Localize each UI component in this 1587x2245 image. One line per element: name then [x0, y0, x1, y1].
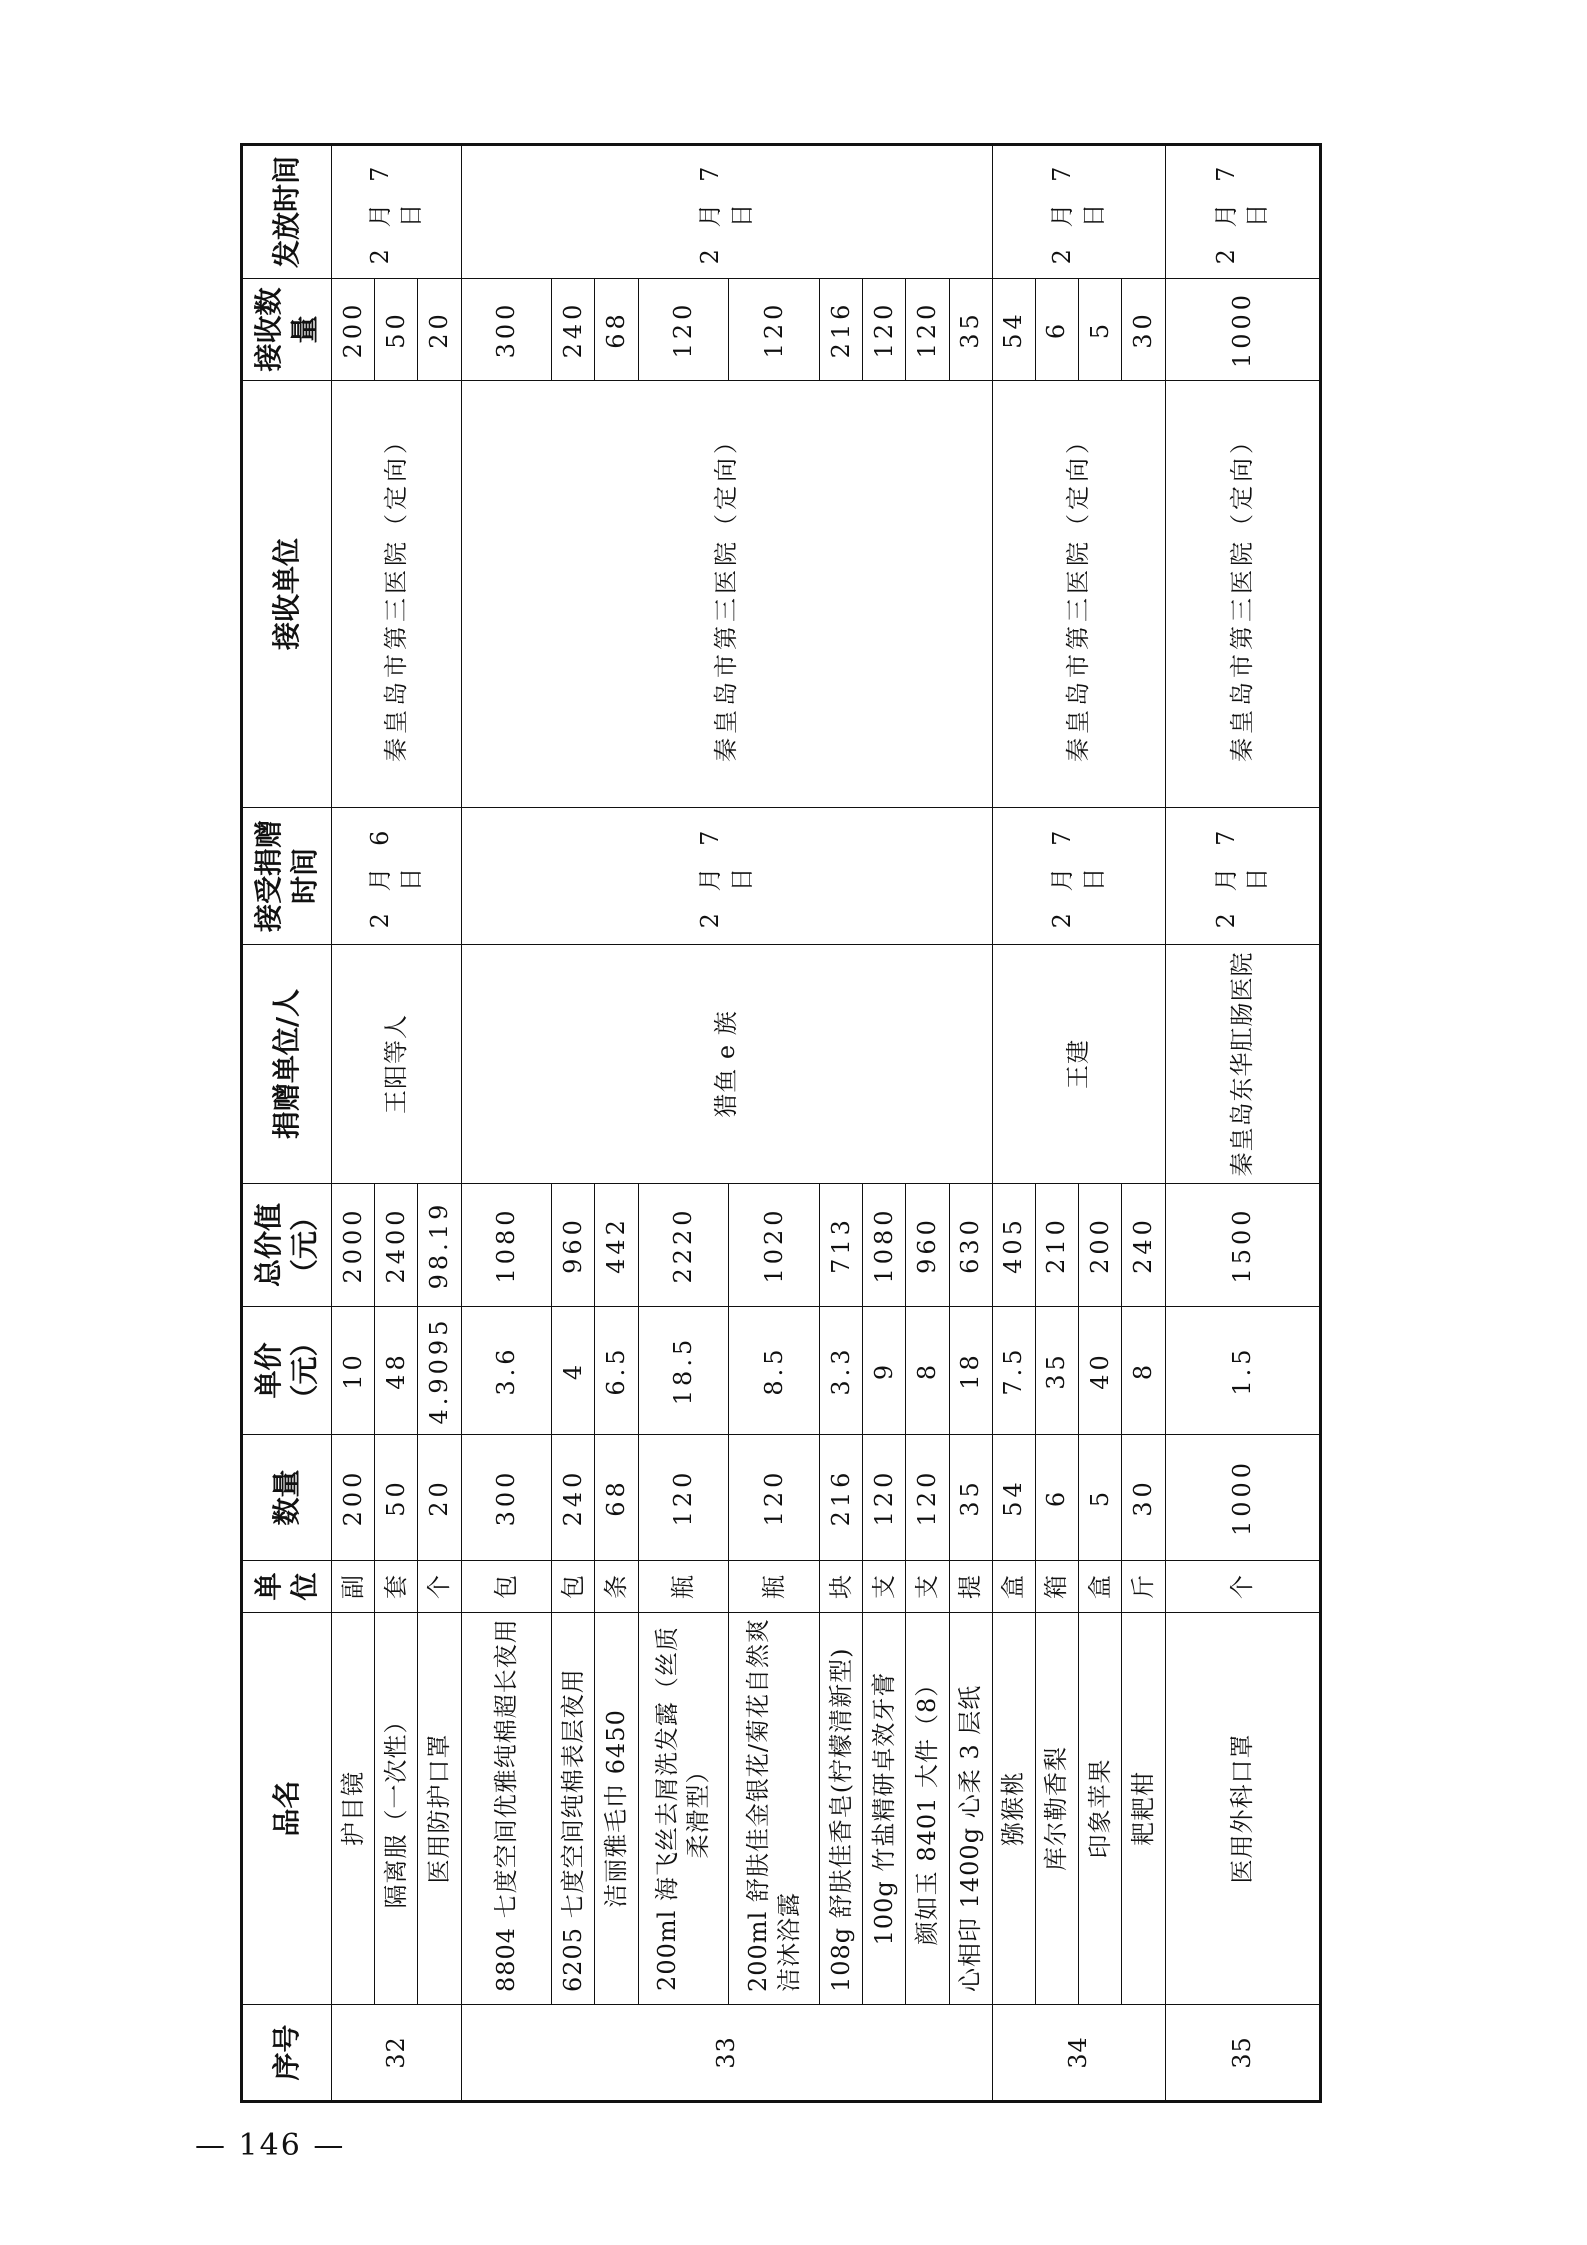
header-recv-unit: 接收单位	[242, 381, 332, 808]
header-recv-qty: 接收数量	[242, 279, 332, 381]
item-total: 405	[992, 1184, 1035, 1307]
item-price: 8	[906, 1307, 949, 1435]
date-cell: 2 月 7 日	[992, 808, 1165, 945]
item-total: 1080	[461, 1184, 552, 1307]
item-total: 1500	[1165, 1184, 1321, 1307]
table-row	[461, 145, 552, 2102]
item-qty: 120	[863, 1435, 906, 1561]
recv-qty: 120	[729, 279, 820, 381]
item-qty: 54	[992, 1435, 1035, 1561]
receiver-cell: 秦皇岛市第三医院（定向）	[1165, 381, 1321, 808]
item-total: 200	[1079, 1184, 1122, 1307]
recv-qty: 216	[820, 279, 863, 381]
header-name: 品名	[242, 1613, 332, 2005]
item-total: 2400	[375, 1184, 418, 1307]
item-unit: 个	[1165, 1561, 1321, 1613]
item-name: 6205 七度空间纯棉表层夜用	[552, 1613, 595, 2005]
item-name: 医用防护口罩	[418, 1613, 461, 2005]
header-total: 总价值（元）	[242, 1184, 332, 1307]
item-name: 印象苹果	[1079, 1613, 1122, 2005]
date-cell: 2 月 7 日	[461, 808, 992, 945]
item-price: 8	[1122, 1307, 1165, 1435]
item-qty: 240	[552, 1435, 595, 1561]
item-name: 洁丽雅毛巾 6450	[595, 1613, 638, 2005]
donor-cell: 王建	[992, 945, 1165, 1184]
date-cell: 2 月 6 日	[332, 808, 462, 945]
item-qty: 6	[1035, 1435, 1078, 1561]
item-qty: 35	[949, 1435, 992, 1561]
item-qty: 5	[1079, 1435, 1122, 1561]
item-price: 3.3	[820, 1307, 863, 1435]
item-total: 630	[949, 1184, 992, 1307]
item-name: 猕猴桃	[992, 1613, 1035, 2005]
item-unit: 盒	[1079, 1561, 1122, 1613]
issue-cell: 2 月 7 日	[332, 145, 462, 279]
item-qty: 120	[729, 1435, 820, 1561]
item-price: 1.5	[1165, 1307, 1321, 1435]
recv-qty: 30	[1122, 279, 1165, 381]
item-total: 98.19	[418, 1184, 461, 1307]
header-unit: 单位	[242, 1561, 332, 1613]
item-unit: 提	[949, 1561, 992, 1613]
item-name: 耙耙柑	[1122, 1613, 1165, 2005]
item-name: 200ml 舒肤佳金银花/菊花自然爽洁沐浴露	[729, 1613, 820, 2005]
item-qty: 50	[375, 1435, 418, 1561]
recv-qty: 1000	[1165, 279, 1321, 381]
item-unit: 条	[595, 1561, 638, 1613]
recv-qty: 68	[595, 279, 638, 381]
item-unit: 支	[863, 1561, 906, 1613]
item-unit: 副	[332, 1561, 375, 1613]
header-issue: 发放时间	[242, 145, 332, 279]
table-header-row	[242, 145, 332, 2102]
page-number: — 146 —	[195, 2128, 346, 2163]
item-qty: 216	[820, 1435, 863, 1561]
donation-table	[240, 143, 1322, 2103]
item-total: 240	[1122, 1184, 1165, 1307]
seq-cell: 32	[332, 2005, 462, 2102]
item-total: 1020	[729, 1184, 820, 1307]
issue-cell: 2 月 7 日	[992, 145, 1165, 279]
recv-qty: 6	[1035, 279, 1078, 381]
item-total: 442	[595, 1184, 638, 1307]
item-price: 8.5	[729, 1307, 820, 1435]
item-total: 960	[906, 1184, 949, 1307]
item-price: 10	[332, 1307, 375, 1435]
recv-qty: 54	[992, 279, 1035, 381]
item-name: 108g 舒肤佳香皂(柠檬清新型)	[820, 1613, 863, 2005]
item-unit: 支	[906, 1561, 949, 1613]
item-name: 医用外科口罩	[1165, 1613, 1321, 2005]
item-price: 18	[949, 1307, 992, 1435]
item-price: 48	[375, 1307, 418, 1435]
seq-cell: 34	[992, 2005, 1165, 2102]
item-total: 713	[820, 1184, 863, 1307]
recv-qty: 200	[332, 279, 375, 381]
item-price: 4.9095	[418, 1307, 461, 1435]
item-unit: 包	[461, 1561, 552, 1613]
item-total: 1080	[863, 1184, 906, 1307]
item-name: 颜如玉 8401 大件（8）	[906, 1613, 949, 2005]
item-unit: 箱	[1035, 1561, 1078, 1613]
recv-qty: 120	[863, 279, 906, 381]
rotated-page-content	[240, 146, 1322, 2103]
header-donor: 捐赠单位/人	[242, 945, 332, 1184]
item-price: 18.5	[638, 1307, 729, 1435]
item-total: 210	[1035, 1184, 1078, 1307]
recv-qty: 300	[461, 279, 552, 381]
item-name: 隔离服（一次性）	[375, 1613, 418, 2005]
recv-qty: 50	[375, 279, 418, 381]
item-unit: 盒	[992, 1561, 1035, 1613]
donor-cell: 王阳等人	[332, 945, 462, 1184]
item-qty: 120	[638, 1435, 729, 1561]
item-price: 6.5	[595, 1307, 638, 1435]
item-name: 心相印 1400g 心柔 3 层纸	[949, 1613, 992, 2005]
table-row	[1165, 145, 1321, 2102]
date-cell: 2 月 7 日	[1165, 808, 1321, 945]
receiver-cell: 秦皇岛市第三医院（定向）	[332, 381, 462, 808]
header-price: 单价（元）	[242, 1307, 332, 1435]
recv-qty: 20	[418, 279, 461, 381]
item-name: 200ml 海飞丝去屑洗发露（丝质柔滑型）	[638, 1613, 729, 2005]
donor-cell: 秦皇岛东华肛肠医院	[1165, 945, 1321, 1184]
seq-cell: 33	[461, 2005, 992, 2102]
header-qty: 数量	[242, 1435, 332, 1561]
table-row	[992, 145, 1035, 2102]
item-total: 960	[552, 1184, 595, 1307]
item-price: 4	[552, 1307, 595, 1435]
recv-qty: 240	[552, 279, 595, 381]
item-qty: 120	[906, 1435, 949, 1561]
recv-qty: 35	[949, 279, 992, 381]
item-qty: 20	[418, 1435, 461, 1561]
item-qty: 200	[332, 1435, 375, 1561]
item-unit: 包	[552, 1561, 595, 1613]
header-date: 接受捐赠时间	[242, 808, 332, 945]
table-row	[332, 145, 375, 2102]
issue-cell: 2 月 7 日	[461, 145, 992, 279]
recv-qty: 120	[638, 279, 729, 381]
item-unit: 个	[418, 1561, 461, 1613]
recv-qty: 120	[906, 279, 949, 381]
issue-cell: 2 月 7 日	[1165, 145, 1321, 279]
item-qty: 300	[461, 1435, 552, 1561]
item-price: 35	[1035, 1307, 1078, 1435]
receiver-cell: 秦皇岛市第三医院（定向）	[461, 381, 992, 808]
item-price: 3.6	[461, 1307, 552, 1435]
item-price: 7.5	[992, 1307, 1035, 1435]
item-unit: 瓶	[638, 1561, 729, 1613]
item-unit: 套	[375, 1561, 418, 1613]
item-qty: 68	[595, 1435, 638, 1561]
item-name: 100g 竹盐精研卓效牙膏	[863, 1613, 906, 2005]
item-unit: 斤	[1122, 1561, 1165, 1613]
item-qty: 1000	[1165, 1435, 1321, 1561]
item-unit: 块	[820, 1561, 863, 1613]
item-name: 8804 七度空间优雅纯棉超长夜用	[461, 1613, 552, 2005]
item-unit: 瓶	[729, 1561, 820, 1613]
item-name: 护目镜	[332, 1613, 375, 2005]
item-total: 2000	[332, 1184, 375, 1307]
item-name: 库尔勒香梨	[1035, 1613, 1078, 2005]
item-total: 2220	[638, 1184, 729, 1307]
item-price: 40	[1079, 1307, 1122, 1435]
seq-cell: 35	[1165, 2005, 1321, 2102]
recv-qty: 5	[1079, 279, 1122, 381]
donor-cell: 猎鱼 e 族	[461, 945, 992, 1184]
item-price: 9	[863, 1307, 906, 1435]
receiver-cell: 秦皇岛市第三医院（定向）	[992, 381, 1165, 808]
header-seq: 序号	[242, 2005, 332, 2102]
item-qty: 30	[1122, 1435, 1165, 1561]
